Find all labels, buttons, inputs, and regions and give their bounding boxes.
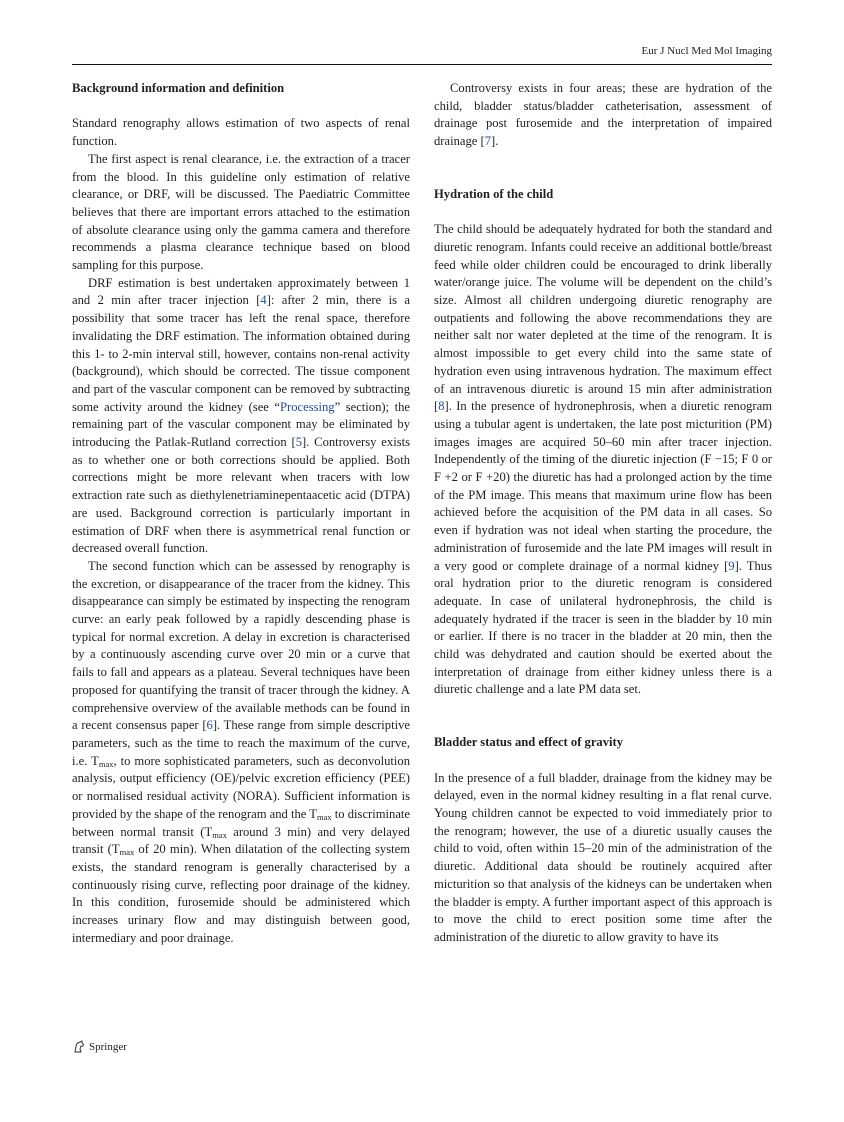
citation-link[interactable]: 7 bbox=[484, 134, 491, 149]
section-heading-background: Background information and definition bbox=[72, 81, 285, 95]
footer-publisher bbox=[72, 1040, 127, 1054]
paragraph: In the presence of a full bladder, drainage from the kidney may be delayed, even in the normal kidney resulting in a flat renal curve. Young children cannot be expected to void immediately prior to the renogram; however, the use of a diuretic usually causes the child to void, often within 15–20 min of the administration of the diuretic. Additional data should be routinely acquired after micturition so that analysis of the kidneys can be undertaken when the bladder is empty. A further important aspect of this approach is to move the child to erect position some time after the administration of the diuretic to allow gravity to have its bbox=[434, 770, 772, 944]
paragraph: DRF estimation is best undertaken approximately between 1 and 2 min after tracer injection [4]: after 2 min, there is a possibility that some tracer has left the renal space, therefore invalidating the DRF estimation. The information obtained during this 1- to 2-min interval still, however, contains non-renal activity (background), which should be corrected. The tissue component and part of the vascular component can be removed by subtracting some activity around the kidney (see “Processing” section); the remaining part of the vascular component may be eliminated by introducing the Patlak-Rutland correction [5]. Controversy exists as to whether one or both corrections should be applied. Both corrections might be more relevant when tracers with low extraction rate such as diethylenetriaminepentaacetic acid (DTPA) are used. Background correction is particularly important in estimation of DRF when there is asymmetrical renal function or decreased overall function. bbox=[72, 275, 410, 556]
section-heading-bladder: Bladder status and effect of gravity bbox=[434, 735, 624, 750]
section-link-processing[interactable]: Processing bbox=[280, 399, 335, 414]
citation-link[interactable]: 5 bbox=[295, 435, 302, 450]
paragraph: The first aspect is renal clearance, i.e. the extraction of a tracer from the blood. In this guideline only estimation of relative clearance, or DRF, will be discussed. The Paediatric Committee believes that there are important errors attached to the estimation of absolute clearance using only the gamma camera and therefore recommends a plasma clearance technique based on blood sampling for this purpose. bbox=[72, 151, 410, 273]
publisher-name: Springer bbox=[89, 1041, 127, 1053]
paragraph: The second function which can be assessed by renography is the excretion, or disappearance of the tracer from the kidney. This disappearance can simply be estimated by inspecting the renogram curve: an early peak followed by a rapidly descending phase is typical for normal excretion. A delay in excretion is characterised by a continuously ascending curve over 20 min or a curve that fails to fall and appears as a plateau. Several techniques have been proposed for quantifying the transit of tracer through the kidney. A comprehensive overview of the available methods can be found in a recent consensus paper [6]. These range from simple descriptive parameters, such as the time to reach the maximum of the curve, i.e. $T_{max}$, to more sophisticated parameters, such as deconvolution analysis, output efficiency (OE)/pelvic excretion efficiency (PEE) or normalised residual activity (NORA). Sufficient information is provided by the shape of the renogram and the $T_{max}$ to discriminate between normal transit ($T_{max}$ around 3 min) and very delayed transit ($T_{max}$ of 20 min). When dilatation of the collecting system exists, the standard renogram is generally characterised by a continuously rising curve, reflecting poor drainage of the kidney. In this condition, furosemide should be administered which increases urinary flow and may distinguish between good, intermediary and poor drainage. bbox=[72, 558, 411, 945]
springer-horse-icon bbox=[72, 1040, 86, 1054]
header-rule bbox=[72, 64, 772, 65]
citation-link[interactable]: 4 bbox=[260, 293, 267, 308]
left-column bbox=[72, 80, 410, 947]
citation-link[interactable]: 9 bbox=[728, 558, 735, 573]
citation-link[interactable]: 6 bbox=[206, 718, 213, 733]
right-column bbox=[434, 80, 772, 947]
paragraph: Standard renography allows estimation of two aspects of renal function. bbox=[72, 116, 410, 149]
section-heading-hydration: Hydration of the child bbox=[434, 186, 554, 201]
citation-link[interactable]: 8 bbox=[438, 399, 445, 414]
running-head-journal: Eur J Nucl Med Mol Imaging bbox=[641, 45, 772, 57]
paragraph: Controversy exists in four areas; these are hydration of the child, bladder status/bladder catheterisation, assessment of drainage post furosemide and the interpretation of impaired drainage [7]. bbox=[434, 81, 772, 149]
paragraph: The child should be adequately hydrated for both the standard and diuretic renogram. Infants could receive an additional bottle/breast feed while older children could be encouraged to drink liberally water/orange juice. The volume will be dependent on the child’s size. Almost all children undergoing diuretic renography are outpatients and following the above recommendations they are neither salt nor water depleted at the time of the renogram. It is almost impossible to get every child into the same state of hydration even using intravenous hydration. The maximum effect of an intravenous diuretic is around 15 min after administration [8]. In the presence of hydronephrosis, when a diuretic renogram using a tubular agent is undertaken, the late post micturition (PM) images images are acquired 50–60 min after tracer injection. Independently of the timing of the diuretic injection (F −15; F 0 or F +2 or F +20) the diuretic has had a prolonged action by the time of the PM image. This means that maximum urine flow has been achieved before the acquisition of the PM data in all cases. So even if hydration was not ideal when starting the procedure, the administration of furosemide and the late PM images will result in a very good or complete drainage of a normal kidney [9]. Thus oral hydration prior to the diuretic renogram is considered adequate. In case of unilateral hydronephrosis, the child is adequately hydrated if the tracer is seen in the bladder by 10 min or earlier. If there is no tracer in the bladder at 20 min, then the child was dehydrated and caution should be exerted about the interpretation of drainage from either kidney unless there is a diuretic challenge and a late PM data set. bbox=[434, 222, 772, 697]
